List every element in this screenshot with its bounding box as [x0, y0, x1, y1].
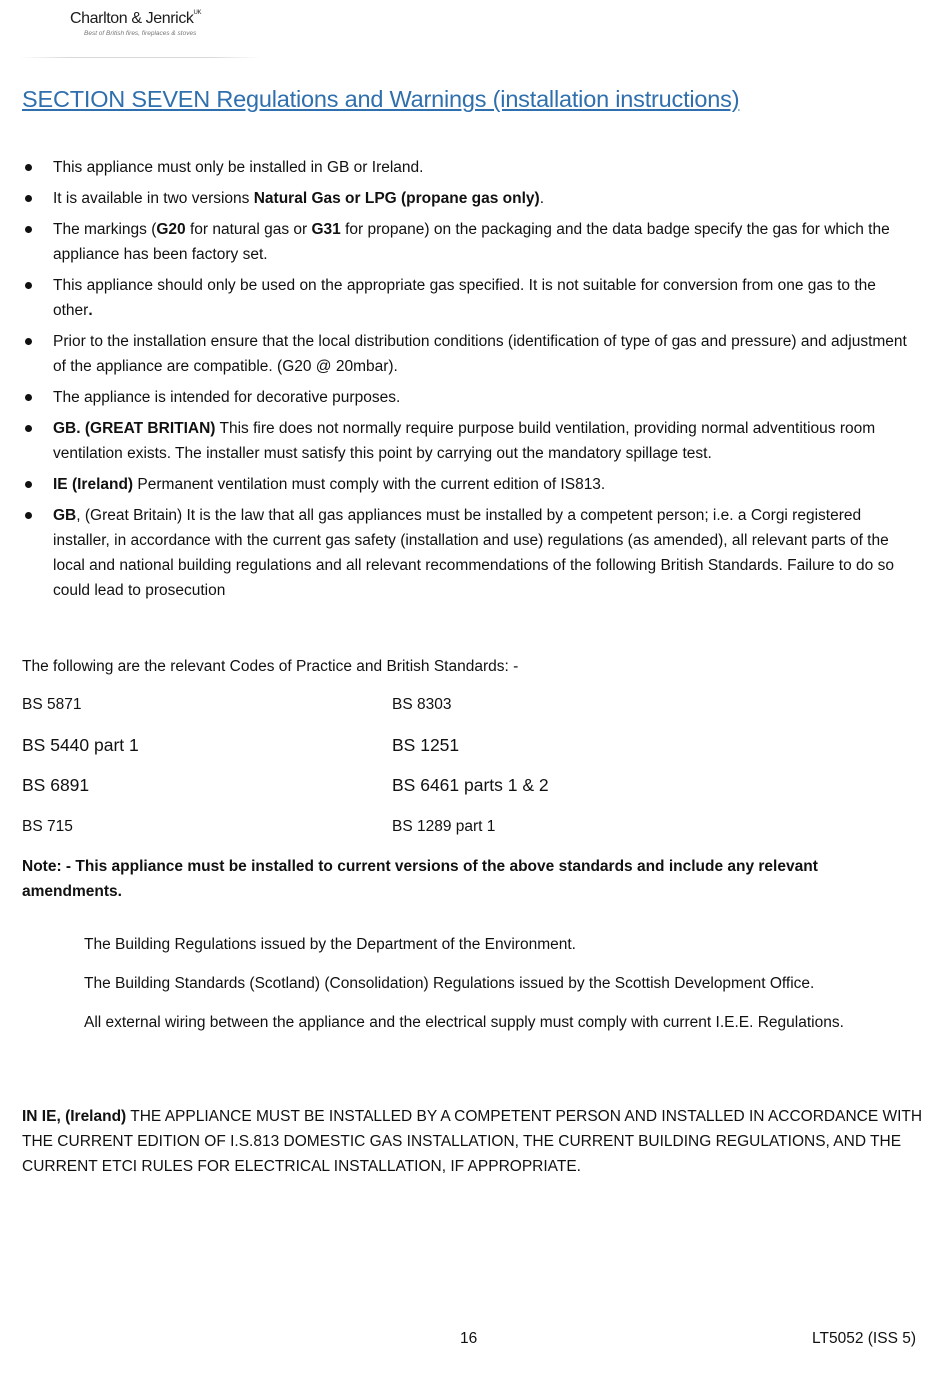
list-item: GB. (GREAT BRITIAN) This fire does not normally require purpose build ventilation, providing normal adventitious room ventilation exists. The installer must satisfy this point by carrying out the mandatory spillage test.	[22, 416, 917, 466]
list-item: The markings (G20 for natural gas or G31 for propane) on the packaging and the data badge specify the gas for which the appliance has been factory set.	[22, 217, 917, 267]
standard-right: BS 1289 part 1	[392, 817, 496, 835]
ireland-paragraph: IN IE, (Ireland) THE APPLIANCE MUST BE INSTALLED BY A COMPETENT PERSON AND INSTALLED IN ACCORDANCE WITH THE CURRENT EDITION OF I.S.813 DOMESTIC GAS INSTALLATION, THE CURRENT BUILDING REGULATIONS, AND THE CURRENT ETCI RULES FOR ELECTRICAL INSTALLATION, IF APPROPRIATE.	[22, 1108, 923, 1175]
standards-row	[22, 773, 722, 814]
list-item: IE (Ireland) Permanent ventilation must comply with the current edition of IS813.	[22, 472, 917, 497]
bullet-icon	[25, 481, 32, 488]
standards-row	[22, 692, 722, 733]
regulations-block	[84, 932, 904, 1049]
bullet-icon	[25, 338, 32, 345]
standard-left: BS 5440 part 1	[22, 734, 139, 755]
logo-trademark: UK	[193, 10, 202, 16]
logo-tagline: Best of British fires, fireplaces & stoves	[84, 30, 197, 37]
list-item: Prior to the installation ensure that the local distribution conditions (identification of type of gas and pressure) and adjustment of the appliance are compatible. (G20 @ 20mbar).	[22, 329, 917, 379]
bullet-icon	[25, 226, 32, 233]
bullet-icon	[25, 394, 32, 401]
standard-right: BS 1251	[392, 734, 460, 755]
list-item: The appliance is intended for decorative purposes.	[22, 385, 917, 410]
bullet-icon	[25, 195, 32, 202]
standards-intro: The following are the relevant Codes of Practice and British Standards: -	[22, 658, 519, 675]
bullet-icon	[25, 282, 32, 289]
note-paragraph: Note: - This appliance must be installed to current versions of the above standards and include any relevant amendments.	[22, 858, 818, 900]
regulation-paragraph: The Building Regulations issued by the Department of the Environment.	[84, 936, 576, 953]
standards-row	[22, 814, 722, 855]
standard-right: BS 6461 parts 1 & 2	[392, 775, 549, 795]
list-item: This appliance must only be installed in GB or Ireland.	[22, 155, 917, 180]
list-item: It is available in two versions Natural Gas or LPG (propane gas only).	[22, 186, 917, 211]
page-number: 16	[460, 1330, 478, 1347]
section-title: SECTION SEVEN Regulations and Warnings (installation instructions)	[22, 86, 740, 112]
bullet-icon	[25, 164, 32, 171]
bullet-icon	[25, 425, 32, 432]
standard-left: BS 715	[22, 817, 73, 835]
bullet-icon	[25, 512, 32, 519]
logo-wordmark: Charlton & Jenrick$^{UK}$	[70, 10, 202, 27]
regulation-paragraph: The Building Standards (Scotland) (Consolidation) Regulations issued by the Scottish Development Office.	[84, 975, 815, 992]
standard-left: BS 5871	[22, 696, 82, 713]
company-logo	[70, 10, 260, 37]
standards-row	[22, 733, 722, 774]
document-code: LT5052 (ISS 5)	[812, 1330, 916, 1347]
regulation-paragraph: All external wiring between the appliance and the electrical supply must comply with current I.E.E. Regulations.	[84, 1014, 844, 1031]
list-item: This appliance should only be used on the appropriate gas specified. It is not suitable for conversion from one gas to the other.	[22, 273, 917, 323]
standards-table	[22, 692, 722, 854]
list-item: GB, (Great Britain) It is the law that all gas appliances must be installed by a competent person; i.e. a Corgi registered installer, in accordance with the current gas safety (installation and use) regulations (as amended), all relevant parts of the local and national building regulations and all relevant recommendations of the following British Standards. Failure to do so could lead to prosecution	[22, 503, 917, 603]
standard-left: BS 6891	[22, 775, 90, 795]
standard-right: BS 8303	[392, 696, 452, 713]
header-divider	[20, 57, 260, 58]
regulations-list	[22, 155, 917, 609]
